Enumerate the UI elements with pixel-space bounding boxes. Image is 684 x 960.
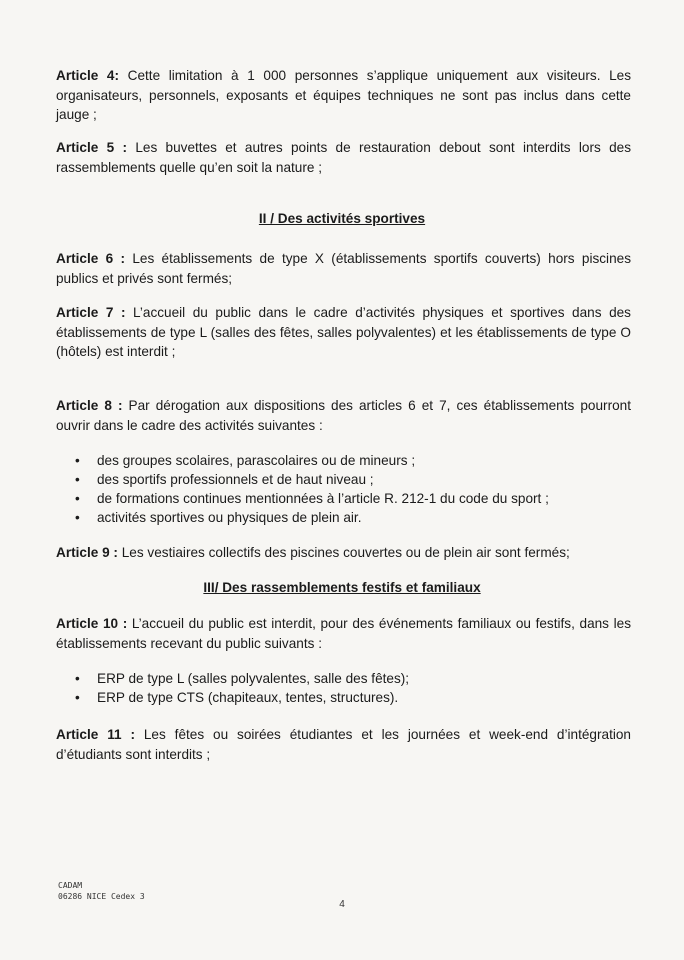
article-11-text: Les fêtes ou soirées étudiantes et les journées et week-end d’intégration d’étudiants sont interdits ;: [56, 727, 631, 762]
article-4: [56, 66, 631, 125]
article-7-text: L’accueil du public dans le cadre d’activités physiques et sportives dans des établissements de type L (salles des fêtes, salles polyvalentes) et les établissements de type O (hôtels) est interdit ;: [56, 305, 631, 360]
article-11: [56, 725, 631, 764]
article-10-bullet-list: [70, 669, 630, 707]
bullet-icon: •: [75, 472, 80, 487]
list-item: • ERP de type L (salles polyvalentes, salle des fêtes);: [75, 671, 410, 686]
article-6-label: Article 6 :: [56, 251, 126, 266]
article-9: [56, 543, 631, 563]
article-7-label: Article 7 :: [56, 305, 126, 320]
article-5-label: Article 5 :: [56, 140, 128, 155]
section-3-heading: III/ Des rassemblements festifs et familiaux: [203, 580, 481, 595]
article-5-text: Les buvettes et autres points de restauration debout sont interdits lors des rassemblements quelle qu’en soit la nature ;: [56, 140, 631, 175]
article-9-label: Article 9 :: [56, 545, 118, 560]
article-8-label: Article 8 :: [56, 398, 123, 413]
bullet-icon: •: [75, 510, 80, 525]
article-7: [56, 303, 631, 362]
article-4-text: Cette limitation à 1 000 personnes s’applique uniquement aux visiteurs. Les organisateurs, personnels, exposants et équipes techniques ne sont pas inclus dans cette jauge ;: [56, 68, 632, 123]
article-9-text: Les vestiaires collectifs des piscines couvertes ou de plein air sont fermés;: [117, 545, 570, 560]
article-10-text: L’accueil du public est interdit, pour des événements familiaux ou festifs, dans les établissements recevant du public suivants :: [56, 616, 631, 651]
article-6-text: Les établissements de type X (établissements sportifs couverts) hors piscines publics et privés sont fermés;: [56, 251, 631, 286]
article-10-label: Article 10 :: [56, 616, 128, 631]
footer-line-1: CADAM: [58, 881, 83, 890]
article-8: [56, 396, 631, 435]
article-6: [56, 249, 631, 288]
list-item: • de formations continues mentionnées à l’article R. 212-1 du code du sport ;: [75, 491, 549, 506]
section-2-heading: II / Des activités sportives: [258, 211, 426, 226]
bullet-icon: •: [75, 671, 80, 686]
bullet-icon: •: [75, 690, 80, 705]
list-item: • activités sportives ou physiques de plein air.: [75, 510, 362, 525]
page-number: 4: [339, 899, 345, 910]
footer-line-2: 06286 NICE Cedex 3: [58, 891, 145, 901]
bullet-icon: •: [75, 491, 80, 506]
article-4-label: Article 4:: [56, 68, 120, 83]
list-item: • des sportifs professionnels et de haut niveau ;: [75, 472, 374, 487]
bullet-icon: •: [75, 453, 80, 468]
article-11-label: Article 11 :: [56, 727, 135, 742]
article-5: [56, 138, 631, 177]
list-item: • ERP de type CTS (chapiteaux, tentes, structures).: [75, 690, 399, 705]
article-8-bullet-list: [70, 451, 630, 527]
article-8-text: Par dérogation aux dispositions des articles 6 et 7, ces établissements pourront ouvrir dans le cadre des activités suivantes :: [56, 398, 631, 433]
article-10: [56, 614, 631, 653]
list-item: • des groupes scolaires, parascolaires ou de mineurs ;: [75, 453, 416, 468]
